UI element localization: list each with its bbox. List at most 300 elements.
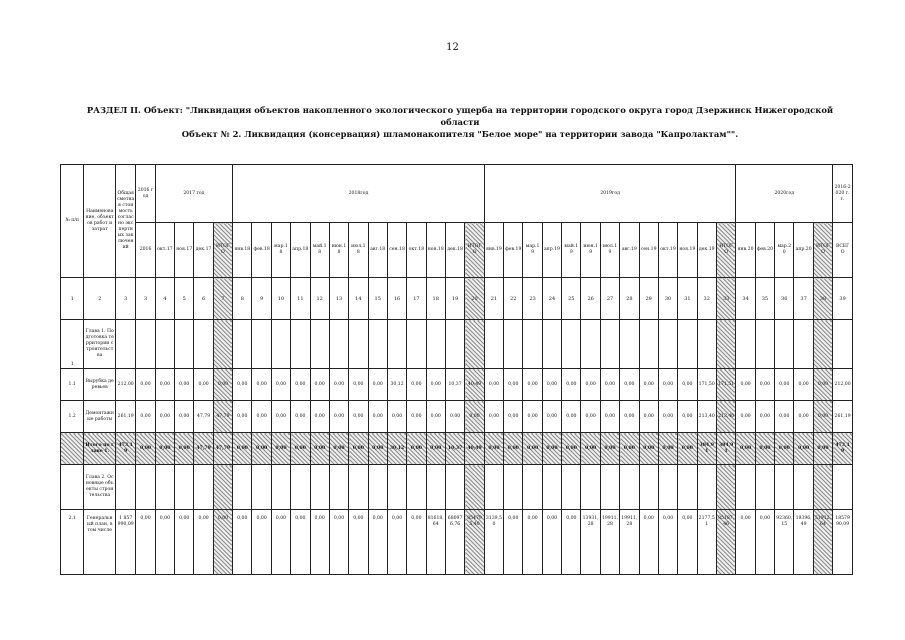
table-cell: 0,00	[407, 369, 426, 401]
empty-cell	[426, 465, 445, 510]
empty-cell	[678, 465, 697, 510]
table-cell: 0,00	[542, 510, 561, 575]
table-cell: 0,00	[523, 369, 542, 401]
table-cell: 0,00	[639, 433, 658, 465]
row-number: 1.1	[61, 369, 84, 401]
column-number-cell: 9	[252, 278, 271, 320]
empty-cell	[445, 320, 464, 369]
header-year-2018: 2018год	[233, 165, 485, 223]
header-month-cell: фев.19	[504, 223, 523, 278]
column-number-cell: 36	[775, 278, 794, 320]
table-cell: 0,00	[465, 401, 485, 433]
table-cell: 0,00	[310, 510, 329, 575]
column-number-cell: 2	[84, 278, 116, 320]
table-cell: 0,00	[736, 510, 755, 575]
table-cell: 0,00	[194, 510, 213, 575]
empty-cell	[833, 465, 853, 510]
table-cell: 19396,49	[794, 510, 813, 575]
header-month-cell: апр.20	[794, 223, 813, 278]
column-number-cell: 24	[542, 278, 561, 320]
table-cell: 0,00	[291, 433, 310, 465]
column-number-cell: 33	[716, 278, 736, 320]
table-cell: 261,19	[833, 401, 853, 433]
column-number-cell: 22	[504, 278, 523, 320]
header-month-cell: май.19	[562, 223, 581, 278]
empty-cell	[233, 320, 252, 369]
empty-cell	[136, 320, 155, 369]
header-month-cell: июн.18	[329, 223, 348, 278]
table-cell: 0,00	[600, 401, 619, 433]
table-cell: 0,00	[813, 433, 832, 465]
empty-cell	[465, 465, 485, 510]
table-cell: 85187,46	[716, 510, 736, 575]
table-cell: 0,00	[813, 401, 832, 433]
table-cell: 0,00	[368, 401, 387, 433]
column-number-row	[61, 278, 853, 320]
table-cell: 0,00	[755, 369, 774, 401]
table-cell: 0,00	[155, 510, 174, 575]
column-number-cell: 7	[213, 278, 232, 320]
table-cell: 212,00	[833, 369, 853, 401]
table-cell: 30,12	[387, 369, 406, 401]
empty-cell	[813, 320, 832, 369]
header-month-cell: янв.20	[736, 223, 755, 278]
empty-cell	[658, 465, 677, 510]
table-cell: 0,00	[136, 401, 155, 433]
header-month-cell: ноя.18	[426, 223, 445, 278]
header-month-cell: мар.18	[271, 223, 290, 278]
table-cell: 680976,76	[445, 510, 464, 575]
table-cell: 384,91	[716, 433, 736, 465]
table-cell: 0,00	[407, 401, 426, 433]
table-cell: 0,00	[581, 433, 600, 465]
header-month-cell: мар.20	[775, 223, 794, 278]
header-row-years	[61, 165, 853, 223]
table-cell: 19911,28	[600, 510, 619, 575]
table-cell: 0,00	[233, 401, 252, 433]
header-month-cell: окт.19	[658, 223, 677, 278]
column-number-cell: 5	[175, 278, 194, 320]
header-month-cell: май.18	[310, 223, 329, 278]
column-number-cell: 23	[523, 278, 542, 320]
table-cell: 0,00	[213, 369, 232, 401]
table-cell: 47,79	[194, 401, 213, 433]
table-cell: 0,00	[542, 433, 561, 465]
column-number-cell: 26	[581, 278, 600, 320]
table-cell: 0,00	[794, 401, 813, 433]
table-cell: 0,00	[658, 369, 677, 401]
chapter-2-num	[61, 465, 84, 510]
header-month-cell: ИТОГО	[213, 223, 232, 278]
table-cell: 10,37	[445, 369, 464, 401]
table-cell: 0,00	[291, 510, 310, 575]
column-number-cell: 3	[116, 278, 136, 320]
header-year-2020: 2020год	[736, 165, 833, 223]
header-row-months	[61, 223, 853, 278]
empty-cell	[542, 465, 561, 510]
chapter-1-num: 1	[61, 320, 84, 369]
header-month-cell: дек.17	[194, 223, 213, 278]
table-cell: 0,00	[562, 433, 581, 465]
column-number-cell: 18	[426, 278, 445, 320]
table-cell: 0,00	[136, 510, 155, 575]
table-cell: 0,00	[523, 401, 542, 433]
table-cell: 213,40	[697, 401, 716, 433]
table-cell: 0,00	[504, 433, 523, 465]
empty-cell	[387, 320, 406, 369]
chapter-2-title: Глава 2. Основные объекты строительства	[84, 465, 116, 510]
table-row	[61, 369, 853, 401]
chapter-1-title: Глава 1. Подготовка территории строительства	[84, 320, 116, 369]
empty-cell	[484, 320, 503, 369]
column-number-cell: 3	[136, 278, 155, 320]
row-name: Вырубка деревьев	[84, 369, 116, 401]
header-month-cell: дек.18	[445, 223, 464, 278]
table-cell: 0,00	[213, 510, 232, 575]
empty-cell	[368, 465, 387, 510]
table-cell: 384,91	[697, 433, 716, 465]
table-cell: 0,00	[349, 369, 368, 401]
empty-cell	[426, 320, 445, 369]
header-month-cell: ноя.19	[678, 223, 697, 278]
heading-line-3: Объект № 2. Ликвидация (консервация) шламонакопителя "Белое море" на территории завода "Капролактам"".	[181, 129, 739, 139]
empty-cell	[407, 465, 426, 510]
row-name: Итого по главе 1.	[84, 433, 116, 465]
header-month-cell: сен.19	[639, 223, 658, 278]
empty-cell	[465, 320, 485, 369]
table-cell: 0,00	[271, 510, 290, 575]
table-cell: 0,00	[175, 433, 194, 465]
empty-cell	[213, 465, 232, 510]
empty-cell	[310, 465, 329, 510]
table-cell: 0,00	[194, 369, 213, 401]
header-month-cell: ИТОГО	[716, 223, 736, 278]
table-cell: 0,00	[271, 401, 290, 433]
table-cell: 0,00	[329, 510, 348, 575]
table-cell: 40,49	[465, 369, 485, 401]
table-cell: 0,00	[271, 369, 290, 401]
column-number-cell: 35	[755, 278, 774, 320]
empty-cell	[155, 465, 174, 510]
row-total-cost: 261,19	[116, 401, 136, 433]
table-cell: 0,00	[639, 510, 658, 575]
empty-cell	[329, 320, 348, 369]
empty-cell	[775, 465, 794, 510]
empty-cell	[484, 465, 503, 510]
empty-cell	[833, 320, 853, 369]
empty-cell	[116, 465, 136, 510]
chapter-1-row	[61, 320, 853, 369]
table-cell: 0,00	[175, 401, 194, 433]
column-number-cell: 19	[445, 278, 464, 320]
row-total-cost: 212,00	[116, 369, 136, 401]
empty-cell	[310, 320, 329, 369]
header-month-cell: 2016	[136, 223, 155, 278]
header-month-cell: окт.18	[407, 223, 426, 278]
table-cell: 854795,40	[465, 510, 485, 575]
empty-cell	[194, 465, 213, 510]
empty-cell	[252, 320, 271, 369]
column-number-cell: 29	[639, 278, 658, 320]
table-cell: 0,00	[562, 401, 581, 433]
empty-cell	[620, 320, 639, 369]
table-cell: 2177,51	[697, 510, 716, 575]
table-cell: 0,00	[755, 433, 774, 465]
table-cell: 0,00	[233, 433, 252, 465]
table-cell: 0,00	[426, 433, 445, 465]
table-cell: 47,79	[213, 401, 232, 433]
table-cell: 0,00	[600, 369, 619, 401]
header-month-cell: янв.19	[484, 223, 503, 278]
empty-cell	[562, 465, 581, 510]
table-cell: 0,00	[562, 510, 581, 575]
header-month-cell: мар.19	[523, 223, 542, 278]
table-cell: 0,00	[445, 401, 464, 433]
table-cell: 0,00	[504, 401, 523, 433]
empty-cell	[600, 320, 619, 369]
table-cell: 0,00	[755, 510, 774, 575]
table-cell: 0,00	[349, 433, 368, 465]
empty-cell	[736, 320, 755, 369]
table-cell: 3139,50	[484, 510, 503, 575]
table-cell: 1857990,09	[833, 510, 853, 575]
table-cell: 0,00	[542, 369, 561, 401]
table-cell: 0,00	[252, 401, 271, 433]
header-month-cell: июл.19	[600, 223, 619, 278]
header-month-cell: фев.20	[755, 223, 774, 278]
table-cell: 0,00	[658, 433, 677, 465]
table-cell: 0,00	[271, 433, 290, 465]
table-cell: 13931,28	[581, 510, 600, 575]
table-cell: 0,00	[523, 433, 542, 465]
table-cell: 0,00	[523, 510, 542, 575]
column-number-cell: 38	[813, 278, 832, 320]
column-number-cell: 11	[291, 278, 310, 320]
empty-cell	[291, 465, 310, 510]
header-month-cell: июн.19	[581, 223, 600, 278]
table-cell: 0,00	[504, 510, 523, 575]
empty-cell	[329, 465, 348, 510]
column-number-cell: 20	[465, 278, 485, 320]
table-cell: 0,00	[329, 433, 348, 465]
empty-cell	[716, 320, 736, 369]
empty-cell	[716, 465, 736, 510]
row-total-cost: 473,19	[116, 433, 136, 465]
empty-cell	[445, 465, 464, 510]
empty-cell	[697, 465, 716, 510]
empty-cell	[620, 465, 639, 510]
table-cell: 0,00	[155, 433, 174, 465]
empty-cell	[271, 465, 290, 510]
table-cell: 0,00	[310, 433, 329, 465]
heading-line-2: области	[440, 117, 480, 127]
empty-cell	[523, 465, 542, 510]
header-month-cell: ИТОГО	[813, 223, 832, 278]
empty-cell	[349, 465, 368, 510]
table-cell: 51912,64	[813, 510, 832, 575]
column-number-cell: 1	[61, 278, 84, 320]
table-cell: 81618,64	[426, 510, 445, 575]
empty-cell	[697, 320, 716, 369]
table-cell: 0,00	[504, 369, 523, 401]
empty-cell	[775, 320, 794, 369]
table-cell: 0,00	[368, 369, 387, 401]
table-cell: 19911,28	[620, 510, 639, 575]
header-month-cell: янв.18	[233, 223, 252, 278]
table-cell: 0,00	[658, 401, 677, 433]
table-cell: 213,40	[716, 401, 736, 433]
row-total-cost: 1 857 990,09	[116, 510, 136, 575]
header-total-cost: Общая сметная стоимость согласно экспертных заключений	[116, 165, 136, 278]
column-number-cell: 12	[310, 278, 329, 320]
header-month-cell: июл.18	[349, 223, 368, 278]
column-number-cell: 6	[194, 278, 213, 320]
empty-cell	[116, 320, 136, 369]
header-month-cell: апр.19	[542, 223, 561, 278]
column-number-cell: 8	[233, 278, 252, 320]
table-cell: 0,00	[426, 369, 445, 401]
table-cell: 0,00	[310, 369, 329, 401]
column-number-cell: 28	[620, 278, 639, 320]
row-name: Генеральный план, в том числе	[84, 510, 116, 575]
header-num: № п/п	[61, 165, 84, 278]
column-number-cell: 14	[349, 278, 368, 320]
column-number-cell: 16	[387, 278, 406, 320]
table-cell: 10,37	[445, 433, 464, 465]
empty-cell	[794, 465, 813, 510]
table-cell: 0,00	[349, 401, 368, 433]
table-cell: 0,00	[794, 369, 813, 401]
table-cell: 0,00	[639, 369, 658, 401]
table-cell: 0,00	[484, 401, 503, 433]
table-cell: 0,00	[310, 401, 329, 433]
header-month-cell: дек.19	[697, 223, 716, 278]
table-cell: 0,00	[252, 433, 271, 465]
header-month-cell: апр.18	[291, 223, 310, 278]
table-cell: 0,00	[387, 510, 406, 575]
row-number: 2.1	[61, 510, 84, 575]
table-cell: 0,00	[542, 401, 561, 433]
table-cell: 0,00	[678, 401, 697, 433]
table-cell: 0,00	[736, 433, 755, 465]
table-cell: 0,00	[775, 401, 794, 433]
empty-cell	[194, 320, 213, 369]
table-cell: 0,00	[620, 433, 639, 465]
table-cell: 0,00	[620, 369, 639, 401]
row-name: Демонтажные работы	[84, 401, 116, 433]
empty-cell	[523, 320, 542, 369]
heading-line-1: РАЗДЕЛ II. Объект: "Ликвидация объектов накопленного экологического ущерба на территории городского округа город Дзержинск Нижегородской	[86, 105, 834, 115]
chapter-1-total-row	[61, 433, 853, 465]
row-number: 1.2	[61, 401, 84, 433]
header-year-2019: 2019год	[484, 165, 736, 223]
column-number-cell: 39	[833, 278, 853, 320]
table-cell: 0,00	[136, 369, 155, 401]
column-number-cell: 17	[407, 278, 426, 320]
table-cell: 0,00	[813, 369, 832, 401]
section-heading	[60, 104, 860, 140]
column-number-cell: 15	[368, 278, 387, 320]
page-number: 12	[446, 42, 459, 53]
header-name: Наименование, объектов работ и затрат	[84, 165, 116, 278]
empty-cell	[755, 465, 774, 510]
empty-cell	[542, 320, 561, 369]
empty-cell	[678, 320, 697, 369]
table-cell: 0,00	[387, 401, 406, 433]
column-number-cell: 31	[678, 278, 697, 320]
table-row	[61, 510, 853, 575]
empty-cell	[252, 465, 271, 510]
table-cell: 0,00	[426, 401, 445, 433]
table-cell: 0,00	[794, 433, 813, 465]
table-row	[61, 401, 853, 433]
column-number-cell: 25	[562, 278, 581, 320]
table-cell: 0,00	[658, 510, 677, 575]
table-cell: 47,79	[213, 433, 232, 465]
empty-cell	[213, 320, 232, 369]
table-cell: 0,00	[155, 401, 174, 433]
empty-cell	[794, 320, 813, 369]
row-number	[61, 433, 84, 465]
empty-cell	[271, 320, 290, 369]
header-month-cell: сен.18	[387, 223, 406, 278]
table-cell: 40,49	[465, 433, 485, 465]
table-cell: 0,00	[639, 401, 658, 433]
empty-cell	[504, 320, 523, 369]
table-cell: 0,00	[581, 369, 600, 401]
table-cell: 473,19	[833, 433, 853, 465]
header-month-cell: ИТОГО	[465, 223, 485, 278]
table-cell: 0,00	[329, 369, 348, 401]
table-cell: 0,00	[562, 369, 581, 401]
column-number-cell: 32	[697, 278, 716, 320]
table-cell: 0,00	[136, 433, 155, 465]
header-year-2016: 2016 год	[136, 165, 155, 223]
table-cell: 0,00	[368, 433, 387, 465]
empty-cell	[504, 465, 523, 510]
header-year-2017: 2017 год	[155, 165, 232, 223]
table-cell: 0,00	[736, 401, 755, 433]
table-cell: 0,00	[755, 401, 774, 433]
table-cell: 0,00	[678, 433, 697, 465]
table-cell: 0,00	[291, 401, 310, 433]
empty-cell	[407, 320, 426, 369]
header-month-cell: ВСЕГО	[833, 223, 853, 278]
table-cell: 0,00	[329, 401, 348, 433]
empty-cell	[175, 320, 194, 369]
empty-cell	[813, 465, 832, 510]
empty-cell	[581, 465, 600, 510]
header-month-cell: ноя.17	[175, 223, 194, 278]
empty-cell	[736, 465, 755, 510]
empty-cell	[581, 320, 600, 369]
empty-cell	[639, 320, 658, 369]
table-cell: 171,50	[697, 369, 716, 401]
column-number-cell: 37	[794, 278, 813, 320]
table-cell: 0,00	[620, 401, 639, 433]
cost-schedule-table	[60, 164, 853, 575]
table-cell: 0,00	[775, 433, 794, 465]
table-cell: 0,00	[407, 510, 426, 575]
table-cell: 0,00	[233, 369, 252, 401]
table-cell: 0,00	[175, 510, 194, 575]
header-month-cell: авг.18	[368, 223, 387, 278]
table-cell: 30,12	[387, 433, 406, 465]
table-cell: 0,00	[368, 510, 387, 575]
empty-cell	[368, 320, 387, 369]
table-cell: 0,00	[349, 510, 368, 575]
empty-cell	[291, 320, 310, 369]
